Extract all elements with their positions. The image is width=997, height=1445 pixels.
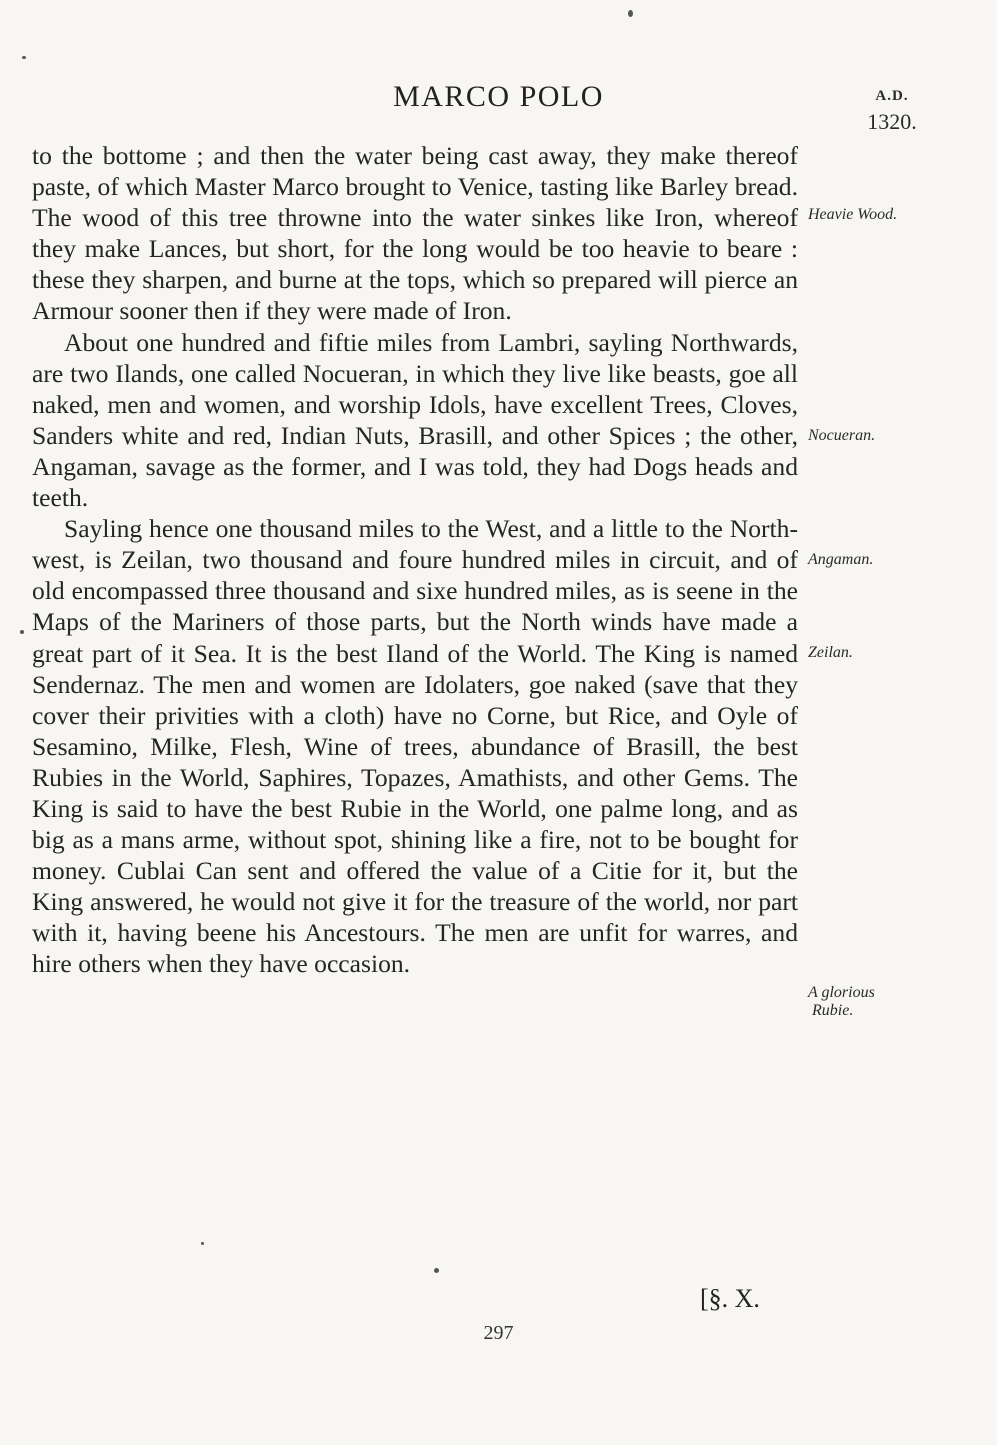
year-marker bbox=[852, 88, 932, 135]
paragraph-1: to the bottome ; and then the water being cast away, they make thereof paste, of which Master Marco brought to Venice, tasting like Barley bread. The wood of this tree throwne into the water sinkes like Iron, whereof they make Lances, but short, for the long would be too heavie to beare : these they sharpen, and burne at the tops, which so prepared will pierce an Armour sooner then if they were made of Iron. bbox=[32, 141, 798, 326]
marginal-note-zeilan: Zeilan. bbox=[808, 644, 853, 661]
marginal-note-nocueran: Nocueran. bbox=[808, 427, 876, 444]
running-head: MARCO POLO bbox=[393, 80, 604, 113]
ink-speck bbox=[434, 1268, 439, 1273]
marginal-note-angaman: Angaman. bbox=[808, 551, 874, 568]
ink-speck bbox=[201, 1242, 204, 1245]
body-text bbox=[32, 140, 798, 980]
catchword: [§. X. bbox=[700, 1284, 760, 1313]
marginal-note-glorious-line1: A glorious bbox=[808, 984, 875, 1001]
ink-speck bbox=[22, 56, 26, 59]
paragraph-3: Sayling hence one thousand miles to the West, and a little to the North-west, is Zeilan, two thousand and foure hundred miles in circuit, and of old encompassed three thousand and sixe hundred miles, as is seene in the Maps of the Mariners of those parts, but the North winds have made a great part of it Sea. It is the best Iland of the World. The King is named Sendernaz. The men and women are Idolaters, goe naked (save that they cover their privities with a cloth) have no Corne, but Rice, and Oyle of Sesamino, Milke, Flesh, Wine of trees, abundance of Brasill, the best Rubies in the World, Saphires, Topazes, Amathists, and other Gems. The King is said to have the best Rubie in the World, one palme long, and as big as a mans arme, without spot, shining like a fire, not to be bought for money. Cublai Can sent and offered the value of a Citie for it, but the King answered, he would not give it for the treasure of the world, nor part with it, having beene his Ancestours. The men are unfit for warres, and hire others when they have occasion. bbox=[32, 514, 798, 979]
marginal-note-glorious-rubie bbox=[808, 984, 968, 1020]
ink-speck bbox=[628, 10, 633, 17]
ink-speck bbox=[20, 630, 24, 634]
marginal-note-heavie-wood: Heavie Wood. bbox=[808, 206, 898, 223]
year-value: 1320. bbox=[867, 109, 917, 134]
page-number: 297 bbox=[483, 1322, 514, 1344]
year-era: A.D. bbox=[875, 88, 909, 104]
marginal-note-glorious-line2: Rubie. bbox=[812, 1002, 854, 1019]
paragraph-2: About one hundred and fiftie miles from Lambri, sayling Northwards, are two Ilands, one called Nocueran, in which they live like beasts, goe all naked, men and women, and worship Idols, have excellent Trees, Cloves, Sanders white and red, Indian Nuts, Brasill, and other Spices ; the other, Angaman, savage as the former, and I was told, they had Dogs heads and teeth. bbox=[32, 327, 798, 513]
